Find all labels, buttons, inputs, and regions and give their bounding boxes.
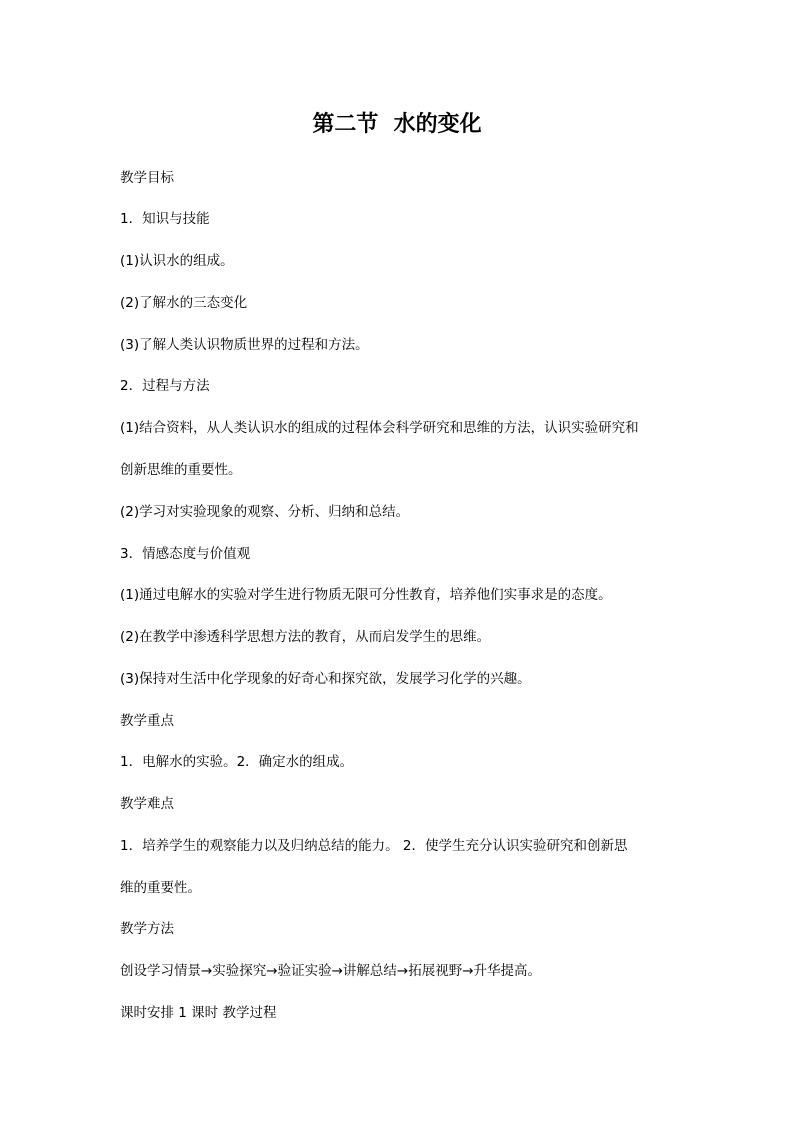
paragraph-line: 1．培养学生的观察能力以及归纳总结的能力。 2．使学生充分认识实验研究和创新思: [120, 838, 628, 854]
paragraph-line: 1．电解水的实验。2．确定水的组成。: [120, 754, 354, 770]
paragraph-line: (2)了解水的三态变化: [120, 295, 248, 311]
paragraph-line: 维的重要性。: [120, 880, 201, 896]
section-heading-teaching-goals: 教学目标: [120, 170, 174, 186]
document-title: 第二节 水的变化: [312, 112, 482, 137]
paragraph-line: (1)结合资料，从人类认识水的组成的过程体会科学研究和思维的方法，认识实验研究和: [120, 420, 639, 436]
paragraph-line: (2)在教学中渗透科学思想方法的教育，从而启发学生的思维。: [120, 629, 491, 645]
paragraph-line: (3)了解人类认识物质世界的过程和方法。: [120, 337, 369, 353]
section-heading-key-points: 教学重点: [120, 713, 174, 729]
subheading-process-methods: 2．过程与方法: [120, 378, 210, 394]
paragraph-line: 创新思维的重要性。: [120, 462, 242, 478]
subheading-emotional-values: 3．情感态度与价值观: [120, 546, 251, 562]
paragraph-line: (3)保持对生活中化学现象的好奇心和探究欲，发展学习化学的兴趣。: [120, 671, 531, 687]
section-heading-difficulties: 教学难点: [120, 796, 174, 812]
section-heading-teaching-methods: 教学方法: [120, 921, 174, 937]
paragraph-line: (1)认识水的组成。: [120, 253, 234, 269]
paragraph-line: 创设学习情景→实验探究→验证实验→讲解总结→拓展视野→升华提高。: [120, 963, 542, 979]
subheading-knowledge-skills: 1．知识与技能: [120, 211, 210, 227]
paragraph-line: (2)学习对实验现象的观察、分析、归纳和总结。: [120, 504, 410, 520]
paragraph-line: (1)通过电解水的实验对学生进行物质无限可分性教育，培养他们实事求是的态度。: [120, 587, 612, 603]
paragraph-line: 课时安排 1 课时 教学过程: [120, 1005, 277, 1021]
